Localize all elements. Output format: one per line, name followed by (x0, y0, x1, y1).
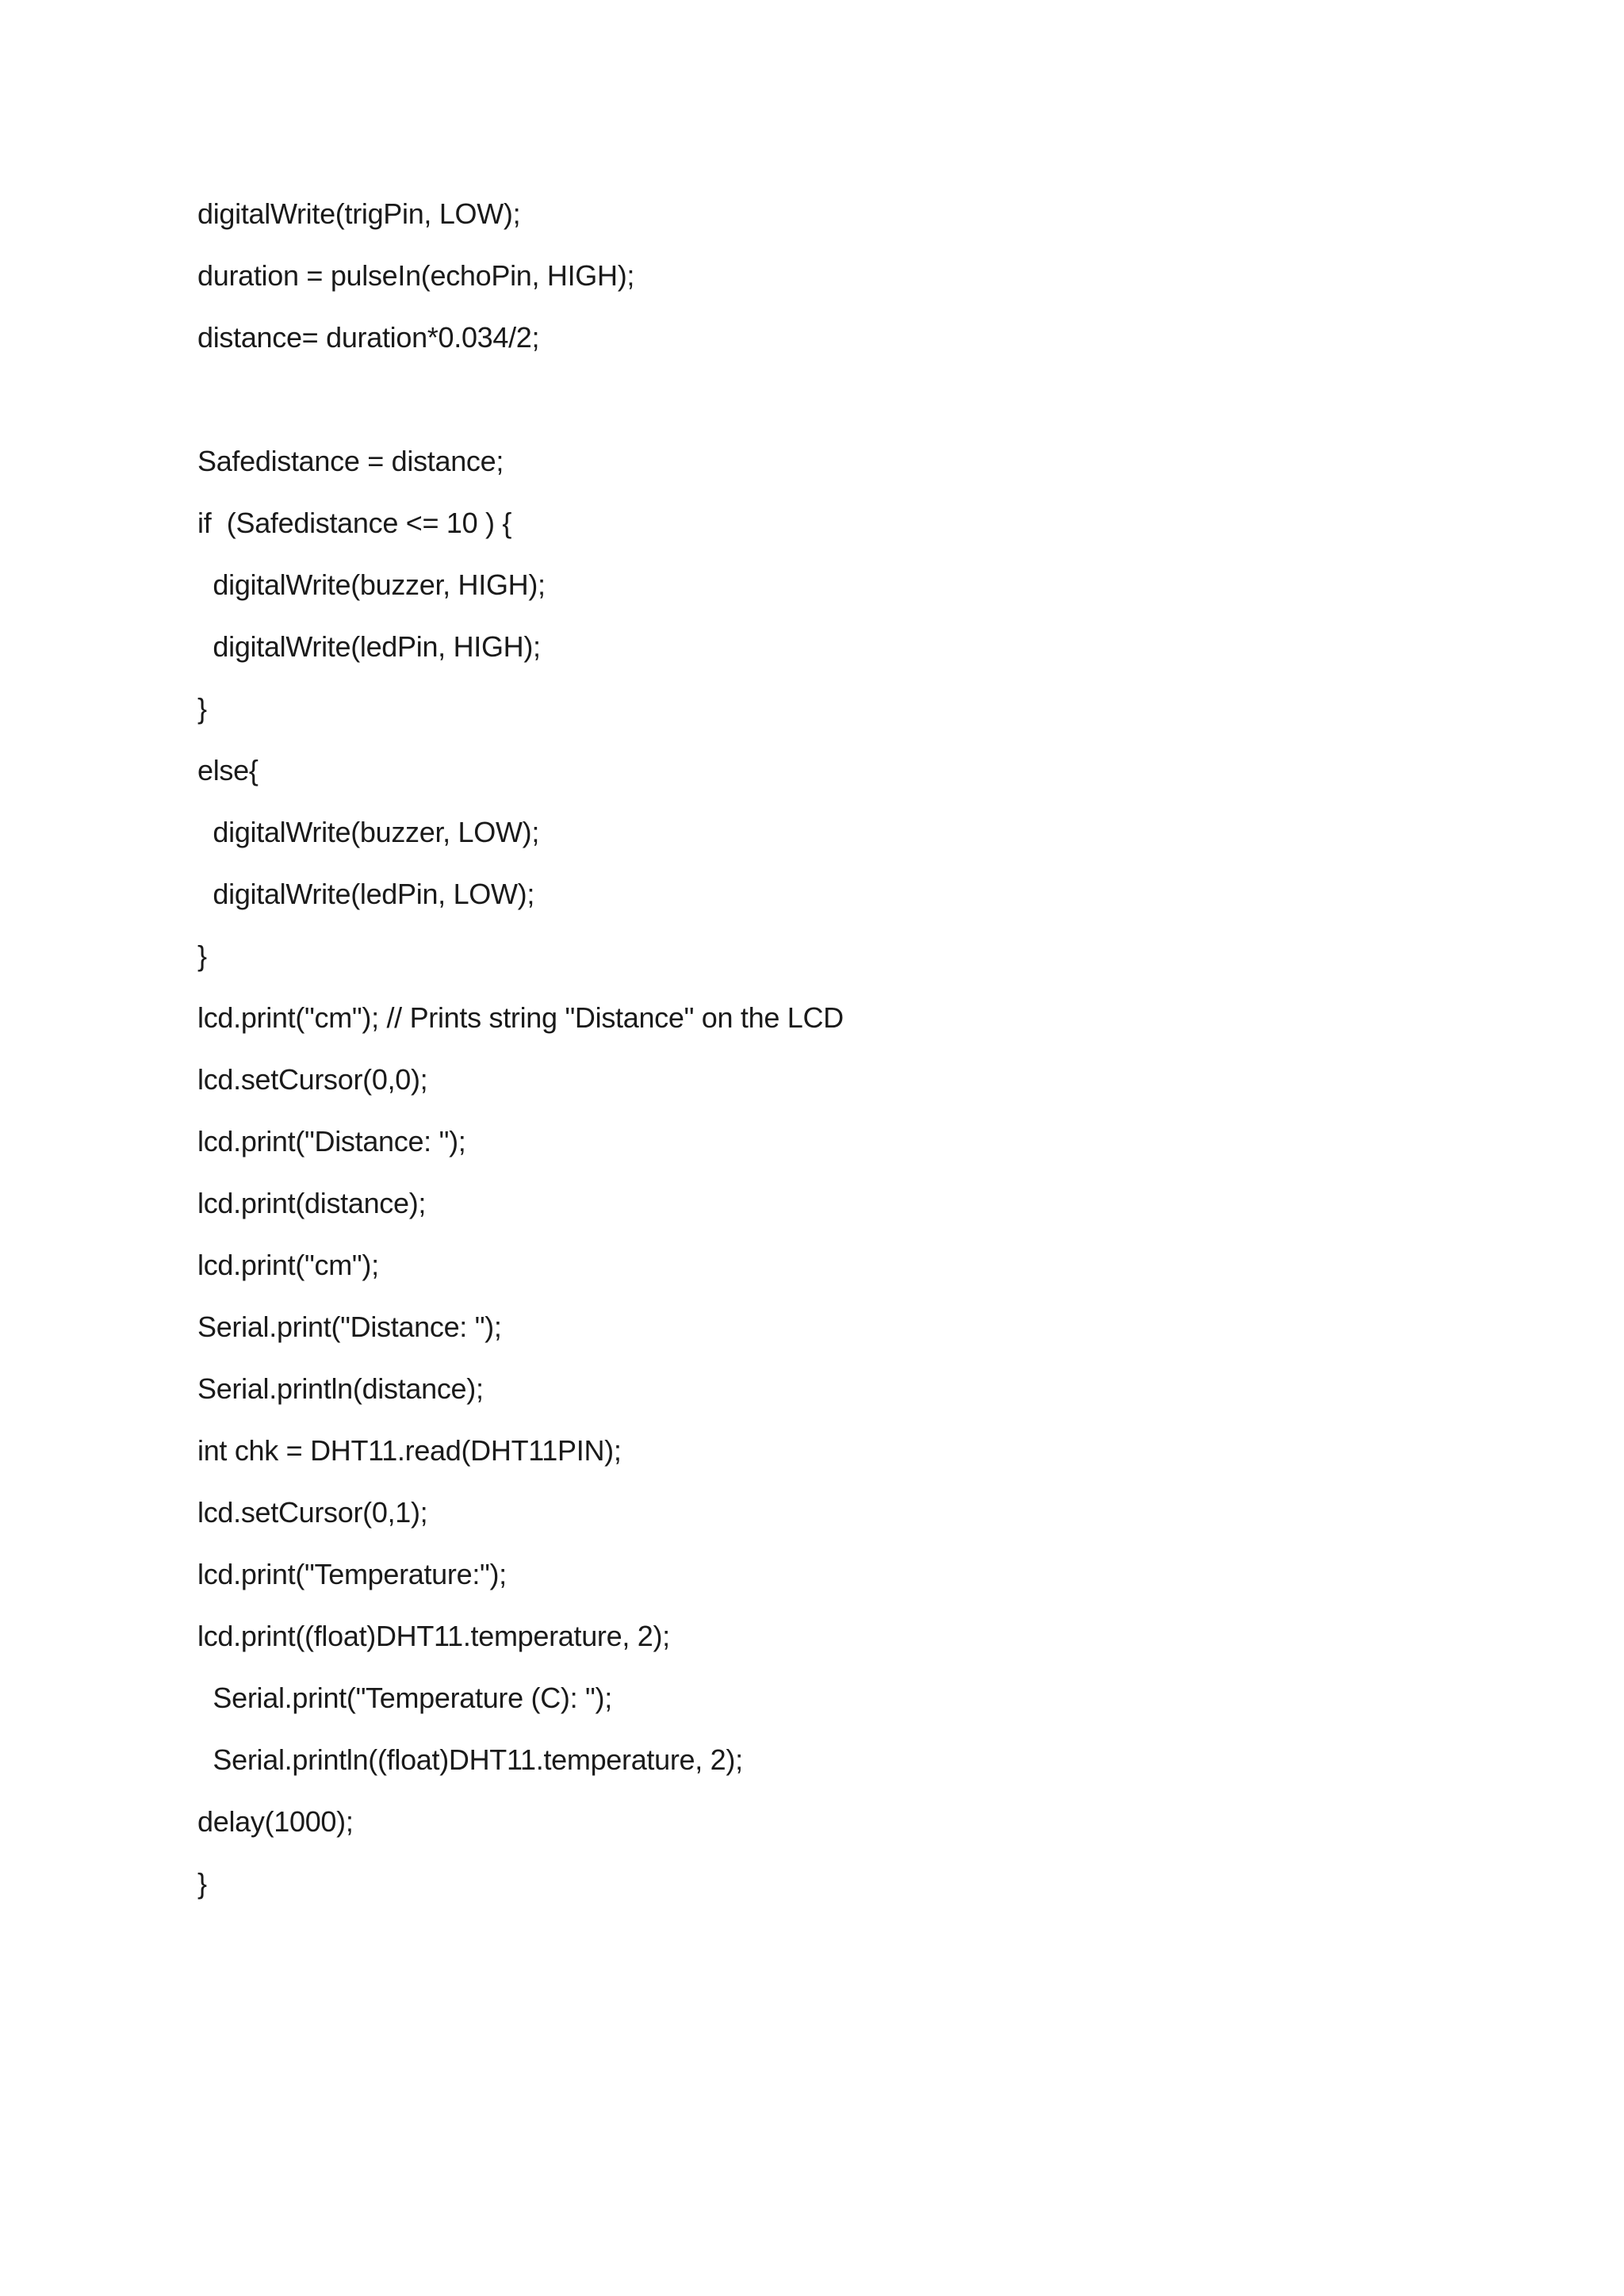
code-line: lcd.print("cm"); // Prints string "Distance" on the LCD (197, 1001, 844, 1034)
code-line: delay(1000); (197, 1805, 354, 1838)
code-line: Serial.print("Temperature (C): "); (197, 1682, 612, 1714)
code-line: Serial.println(distance); (197, 1372, 484, 1405)
code-line: Safedistance = distance; (197, 445, 504, 477)
code-line: int chk = DHT11.read(DHT11PIN); (197, 1434, 622, 1467)
code-line: duration = pulseIn(echoPin, HIGH); (197, 259, 635, 292)
code-line: digitalWrite(buzzer, HIGH); (197, 568, 546, 601)
code-line: } (197, 1867, 207, 1900)
code-line: lcd.print("Distance: "); (197, 1125, 466, 1158)
code-line: lcd.print("Temperature:"); (197, 1558, 507, 1590)
code-line: digitalWrite(buzzer, LOW); (197, 816, 540, 848)
code-line: Serial.println((float)DHT11.temperature, 2); (197, 1743, 743, 1776)
code-line: distance= duration*0.034/2; (197, 321, 540, 354)
code-line: lcd.print("cm"); (197, 1249, 379, 1281)
code-line: digitalWrite(ledPin, HIGH); (197, 630, 541, 663)
code-line: else{ (197, 754, 259, 786)
code-line: digitalWrite(trigPin, LOW); (197, 197, 521, 230)
code-line: if (Safedistance <= 10 ) { (197, 507, 512, 539)
code-line: lcd.print(distance); (197, 1187, 427, 1219)
code-line: } (197, 939, 207, 972)
code-line: lcd.setCursor(0,0); (197, 1063, 428, 1096)
code-line: lcd.setCursor(0,1); (197, 1496, 428, 1529)
code-line: } (197, 692, 207, 725)
code-line: lcd.print((float)DHT11.temperature, 2); (197, 1620, 670, 1652)
code-line: Serial.print("Distance: "); (197, 1311, 502, 1343)
code-line: digitalWrite(ledPin, LOW); (197, 878, 535, 910)
